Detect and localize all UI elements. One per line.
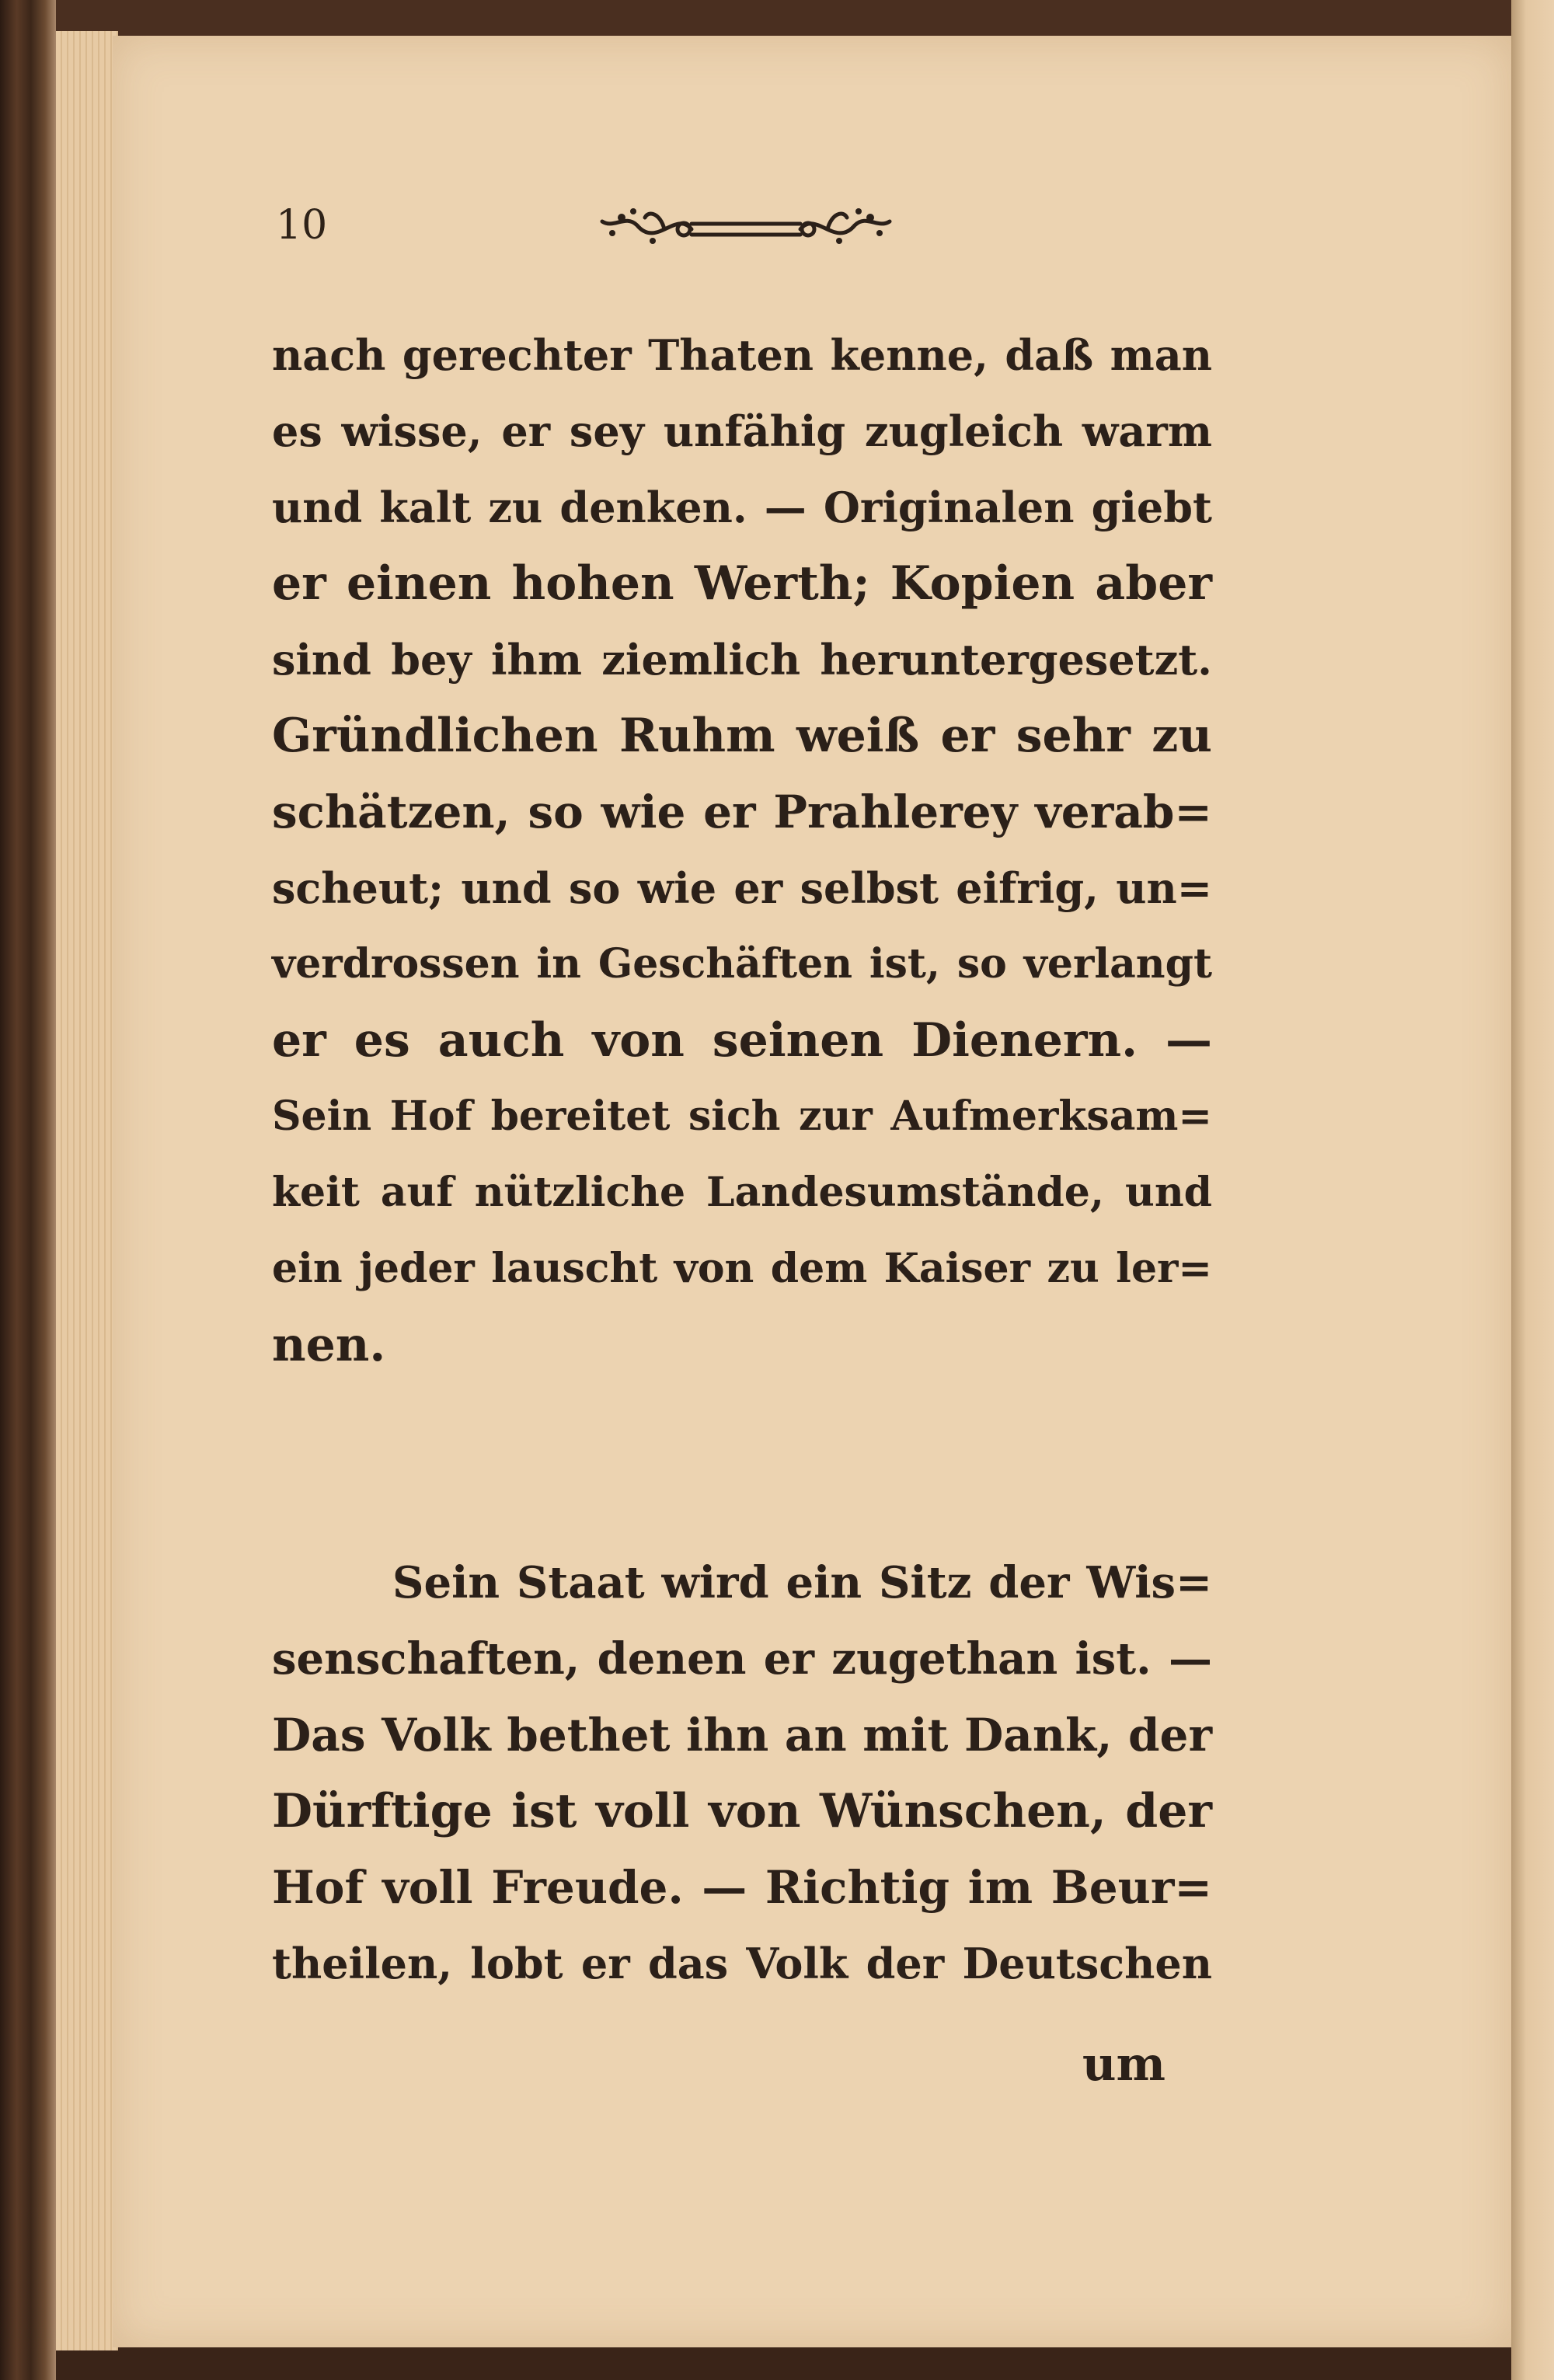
catchword: um [1082, 2037, 1166, 2092]
top-edge-shadow [0, 0, 1523, 36]
text-line: er einen hohen Werth; Kopien aber [272, 556, 1212, 611]
book-binding [0, 0, 56, 2380]
text-line: Sein Hof bereitet sich zur Aufmerksam= [272, 1092, 1212, 1140]
facing-page-edge [1511, 0, 1554, 2380]
text-line: und kalt zu denken. — Originalen giebt [272, 483, 1212, 532]
text-line: senschaften, denen er zugethan ist. — [272, 1633, 1212, 1685]
text-line: er es auch von seinen Dienern. — [272, 1013, 1212, 1068]
text-line: schätzen, so wie er Prahlerey verab= [272, 786, 1212, 838]
text-line: es wisse, er sey unfähig zugleich warm [272, 406, 1212, 456]
page-number: 10 [276, 202, 328, 249]
text-line: Sein Staat wird ein Sitz der Wis= [392, 1557, 1212, 1608]
ornament-divider-icon [591, 194, 901, 264]
text-line: ein jeder lauscht von dem Kaiser zu ler= [272, 1245, 1212, 1292]
text-line: nen. [272, 1318, 386, 1372]
text-line: nach gerechter Thaten kenne, daß man [272, 330, 1212, 380]
text-line: theilen, lobt er das Volk der Deutschen [272, 1939, 1212, 1988]
text-line: Dürftige ist voll von Wünschen, der [272, 1784, 1212, 1838]
page-edges [56, 31, 118, 2350]
text-line: Das Volk bethet ihn an mit Dank, der [272, 1709, 1212, 1761]
text-line: scheut; und so wie er selbst eifrig, un= [272, 863, 1212, 913]
text-line: sind bey ihm ziemlich heruntergesetzt. [272, 635, 1212, 685]
text-line: verdrossen in Geschäften ist, so verlangt [272, 940, 1212, 988]
text-line: Hof voll Freude. — Richtig im Beur= [272, 1861, 1212, 1914]
text-line: Gründlichen Ruhm weiß er sehr zu [272, 709, 1212, 763]
text-line: keit auf nützliche Landesumstände, und [272, 1169, 1212, 1216]
